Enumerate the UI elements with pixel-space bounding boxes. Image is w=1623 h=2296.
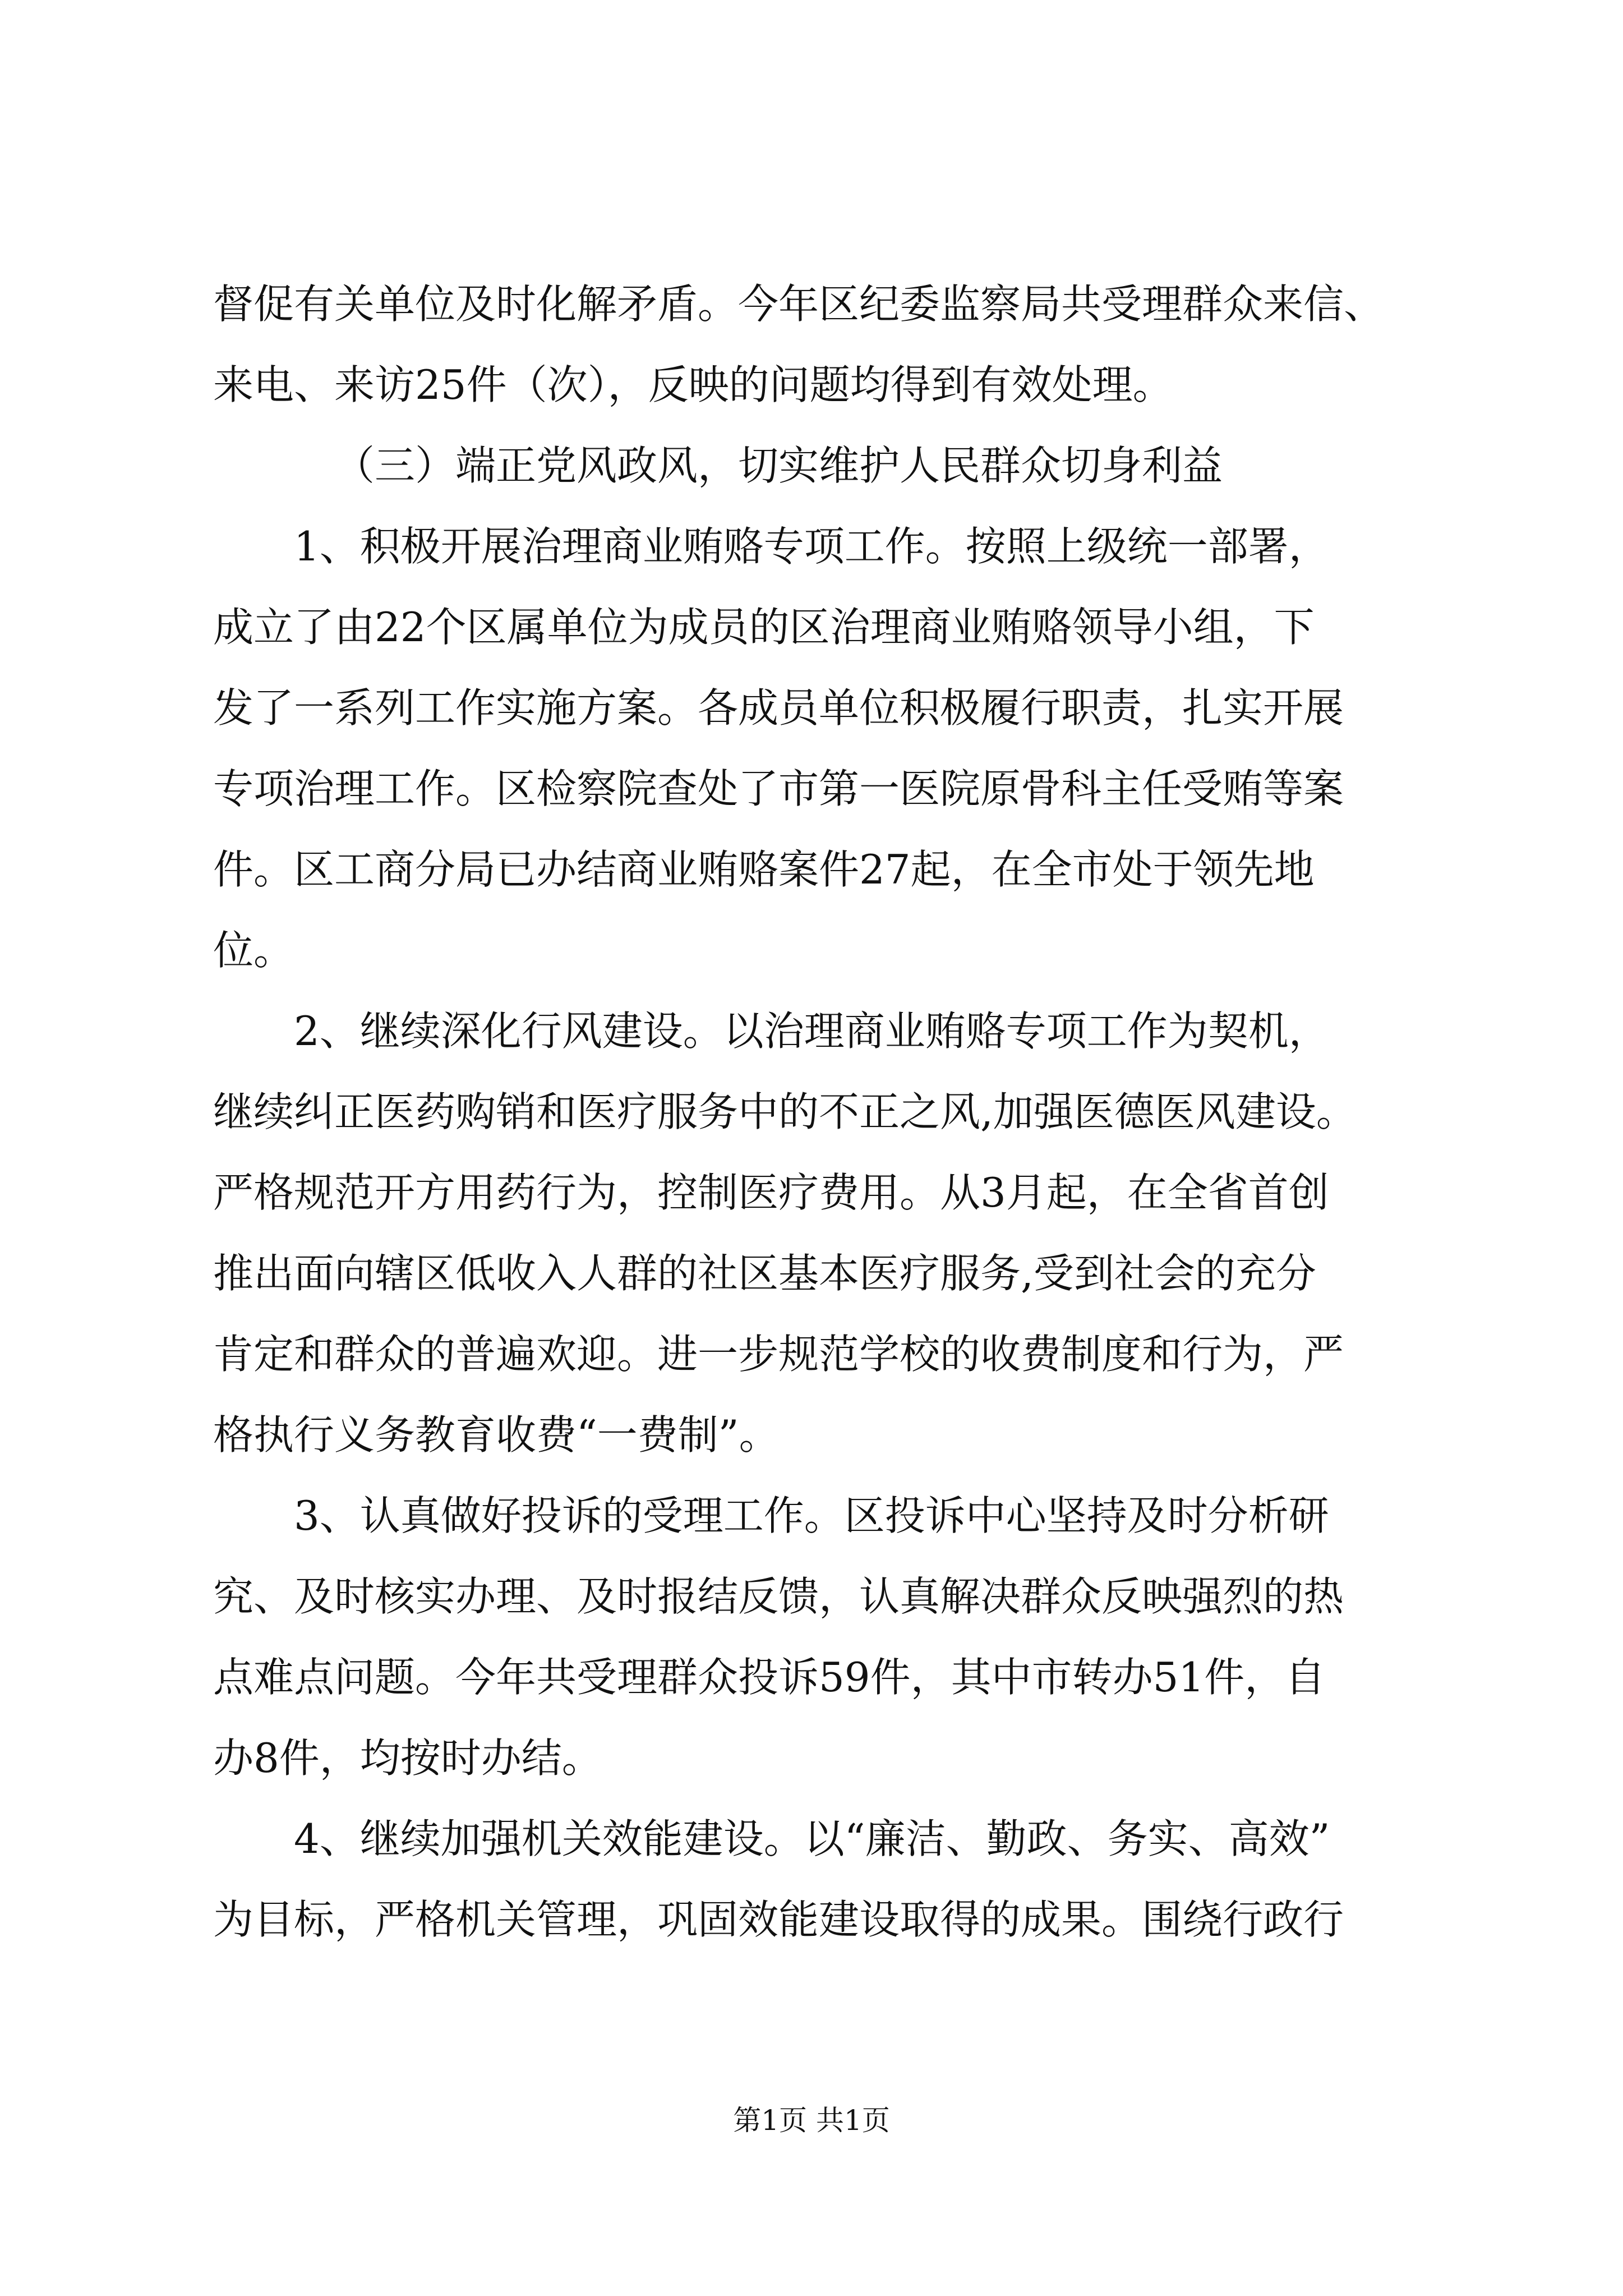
paragraph-first-line: 3、认真做好投诉的受理工作。区投诉中心坚持及时分析研	[294, 1492, 1329, 1539]
paragraph-first-line: 4、继续加强机关效能建设。以“廉洁、勤政、务实、高效”	[294, 1815, 1330, 1862]
text-line: 继续纠正医药购销和医疗服务中的不正之风,加强医德医风建设。	[213, 1088, 1357, 1135]
text-line: 办8件，均按时办结。	[213, 1734, 602, 1782]
text-line: 件。区工商分局已办结商业贿赂案件27起，在全市处于领先地	[213, 846, 1315, 893]
text-line: 督促有关单位及时化解矛盾。今年区纪委监察局共受理群众来信、	[213, 280, 1385, 328]
text-line: 格执行义务教育收费“一费制”。	[213, 1411, 780, 1458]
text-line: 专项治理工作。区检察院查处了市第一医院原骨科主任受贿等案	[213, 765, 1344, 812]
text-line: 究、及时核实办理、及时报结反馈，认真解决群众反映强烈的热	[213, 1573, 1344, 1620]
section-heading: （三）端正党风政风，切实维护人民群众切身利益	[334, 442, 1223, 489]
paragraph-first-line: 1、积极开展治理商业贿赂专项工作。按照上级统一部署，	[294, 523, 1329, 570]
text-line: 成立了由22个区属单位为成员的区治理商业贿赂领导小组，下	[213, 604, 1315, 651]
text-line: 来电、来访25件（次），反映的问题均得到有效处理。	[213, 361, 1173, 408]
text-line: 严格规范开方用药行为，控制医疗费用。从3月起，在全省首创	[213, 1169, 1329, 1216]
text-line: 位。	[213, 927, 294, 974]
text-line: 肯定和群众的普遍欢迎。进一步规范学校的收费制度和行为，严	[213, 1331, 1344, 1378]
text-line: 推出面向辖区低收入人群的社区基本医疗服务,受到社会的充分	[213, 1250, 1316, 1297]
document-body	[213, 264, 1430, 1960]
text-line: 点难点问题。今年共受理群众投诉59件，其中市转办51件，自	[213, 1654, 1326, 1701]
text-line: 为目标，严格机关管理，巩固效能建设取得的成果。围绕行政行	[213, 1896, 1344, 1943]
text-line: 发了一系列工作实施方案。各成员单位积极履行职责，扎实开展	[213, 684, 1344, 731]
paragraph-first-line: 2、继续深化行风建设。以治理商业贿赂专项工作为契机，	[294, 1007, 1329, 1055]
page-number-footer: 第1页 共1页	[733, 2104, 890, 2137]
